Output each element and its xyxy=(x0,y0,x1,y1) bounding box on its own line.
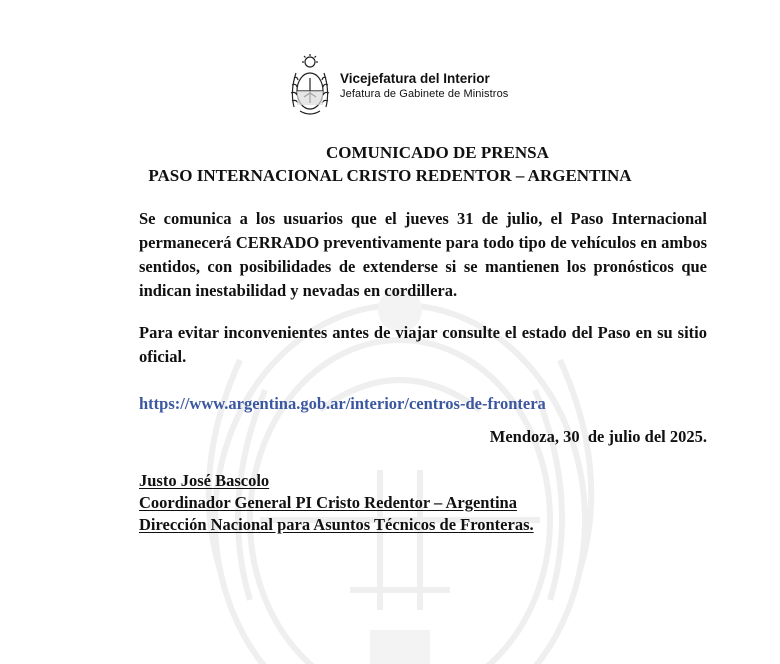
place-date: Mendoza, 30 de julio del 2025. xyxy=(489,427,707,446)
signature-block xyxy=(139,470,534,536)
letterhead xyxy=(288,53,508,119)
press-release-subtitle: PASO INTERNACIONAL CRISTO REDENTOR – ARGENTINA xyxy=(148,166,632,185)
org-title: Vicejefatura del Interior xyxy=(340,71,490,86)
org-subtitle: Jefatura de Gabinete de Ministros xyxy=(340,88,509,100)
signatory-name: Justo José Bascolo xyxy=(139,471,270,490)
letterhead-text xyxy=(340,71,508,101)
press-release-title: COMUNICADO DE PRENSA xyxy=(326,143,549,162)
national-seal-icon xyxy=(288,53,332,119)
closure-notice-paragraph: Se comunica a los usuarios que el jueves 31 de julio, el Paso Internacional permanecerá CERRADO preventivamente para todo tipo de vehículos en ambos sentidos, con posibilidades de extenderse si se mantienen los pronósticos que indican inestabilidad y nevadas en cordillera. xyxy=(139,209,707,300)
signatory-role: Coordinador General PI Cristo Redentor – Argentina xyxy=(139,493,517,512)
advice-paragraph: Para evitar inconvenientes antes de viajar consulte el estado del Paso en su sitio oficial. xyxy=(139,323,707,366)
official-site-link[interactable]: https://www.argentina.gob.ar/interior/centros-de-frontera xyxy=(139,394,546,413)
signatory-department: Dirección Nacional para Asuntos Técnicos de Fronteras. xyxy=(139,515,534,534)
